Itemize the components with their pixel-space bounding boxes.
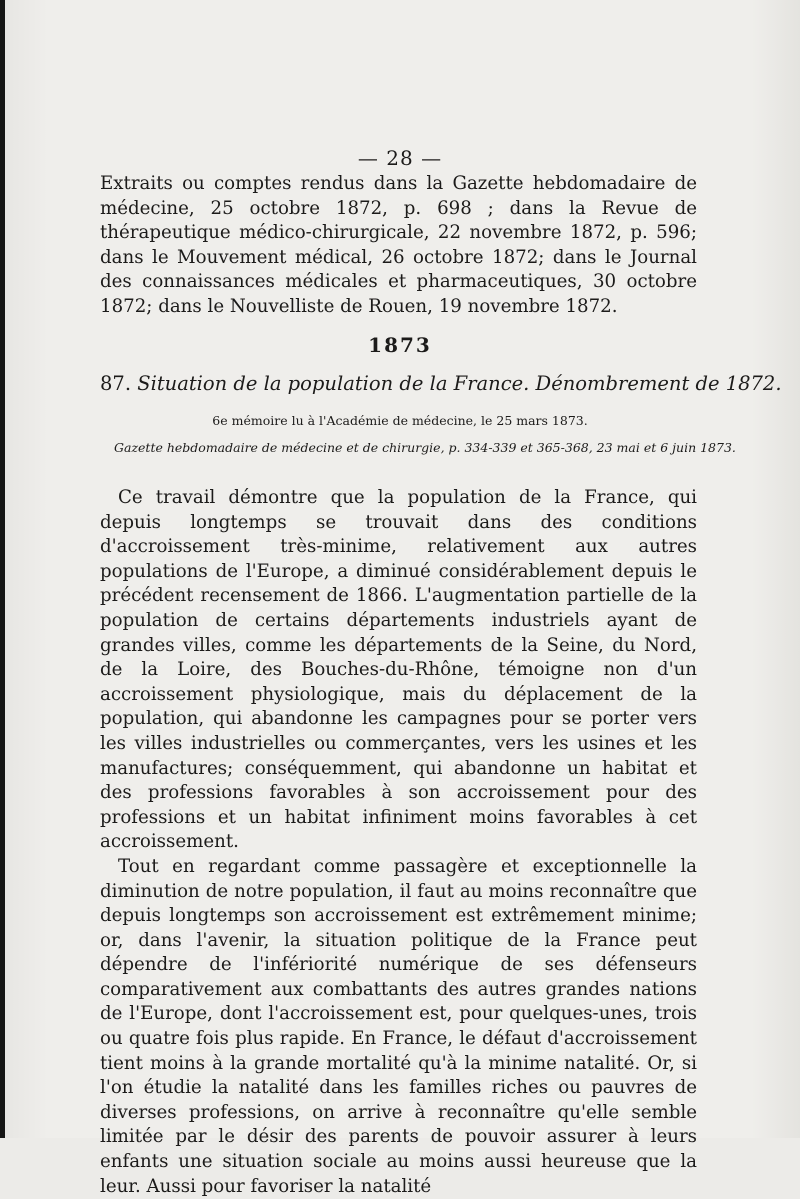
memoire-line: 6e mémoire lu à l'Académie de médecine, le 25 mars 1873. xyxy=(212,413,588,428)
entry-title: Situation de la population de la France. Dénombrement de 1872. xyxy=(137,372,782,395)
year-heading: 1873 xyxy=(368,333,432,357)
entry-number: 87. xyxy=(100,372,132,395)
page-binding-edge xyxy=(0,0,5,1138)
entry-title-line xyxy=(100,371,782,397)
intro-paragraph: Extraits ou comptes rendus dans la Gazette hebdomadaire de médecine, 25 octobre 1872, p. 698 ; dans la Revue de thérapeutique médico-chirurgicale, 22 novembre 1872, p. 596; dans le Mouvement médical, 26 octobre 1872; dans le Journal des connaissances médicales et pharmaceutiques, 30 octobre 1872; dans le Nouvelliste de Rouen, 19 novembre 1872. xyxy=(100,173,697,317)
body-paragraph-1: Ce travail démontre que la population de la France, qui depuis longtemps se trouvait dans des conditions d'accroissement très-minime, relativement aux autres populations de l'Europe, a diminué considérablement depuis le précédent recensement de 1866. L'augmentation partielle de la population de certains départements industriels ayant de grandes villes, comme les départements de la Seine, du Nord, de la Loire, des Bouches-du-Rhône, témoigne non d'un accroissement physiologique, mais du déplacement de la population, qui abandonne les campagnes pour se porter vers les villes industrielles ou commerçantes, vers les usines et les manufactures; conséquemment, qui abandonne un habitat et des professions favorables à son accroissement pour des professions et un habitat infiniment moins favorables à cet accroissement. xyxy=(100,487,697,853)
body-paragraph-2: Tout en regardant comme passagère et exceptionnelle la diminution de notre population, il faut au moins reconnaître que depuis longtemps son accroissement est extrêmement minime; or, dans l'avenir, la situation politique de la France peut dépendre de l'infériorité numérique de ses défenseurs comparativement aux combattants des autres grandes nations de l'Europe, dont l'accroissement est, pour quelques-unes, trois ou quatre fois plus rapide. En France, le défaut d'accroissement tient moins à la grande mortalité qu'à la minime natalité. Or, si l'on étudie la natalité dans les familles riches ou pauvres de diverses professions, on arrive à reconnaître qu'elle semble limitée par le désir des parents de pouvoir assurer à leurs enfants une situation sociale au moins aussi heureuse que la leur. Aussi pour favoriser la natalité xyxy=(100,855,697,1197)
source-line: Gazette hebdomadaire de médecine et de chirurgie, p. 334-339 et 365-368, 23 mai et 6 juin 1873. xyxy=(114,440,736,455)
page-number: — 28 — xyxy=(357,146,443,170)
body-text-block xyxy=(100,486,697,1199)
intro-paragraph-block xyxy=(100,172,697,320)
